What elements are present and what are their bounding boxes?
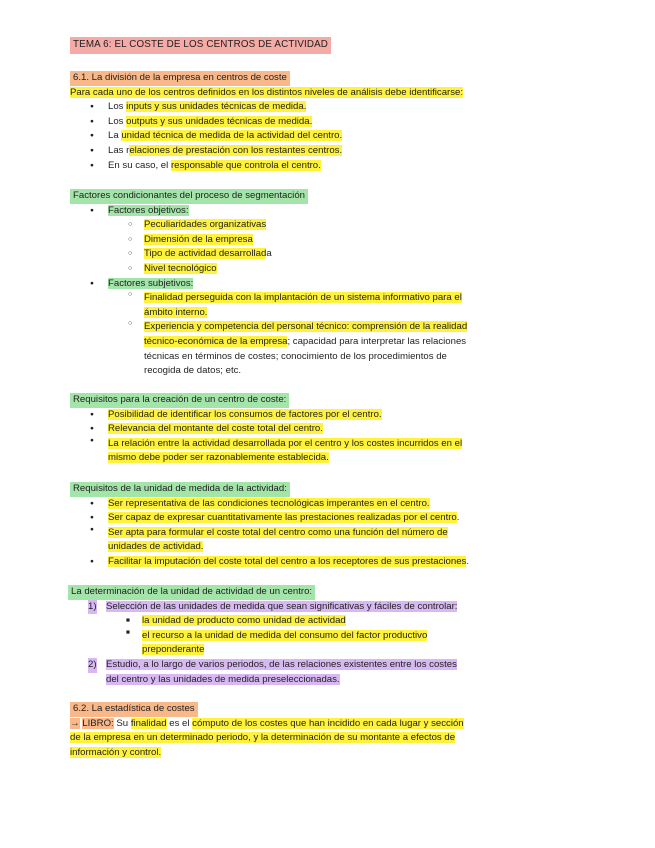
list-item: ■ la unidad de producto como unidad de actividad <box>68 614 457 629</box>
section-factores <box>70 189 467 379</box>
list-item: ● Los inputs y sus unidades técnicas de medida. <box>70 100 463 115</box>
section-6-1-list <box>70 100 463 173</box>
list-item: ● La unidad técnica de medida de la actividad del centro. <box>70 129 463 144</box>
requisitos-centro-heading: Requisitos para la creación de un centro de coste: <box>70 393 289 408</box>
factores-heading: Factores condicionantes del proceso de segmentación <box>70 189 308 204</box>
list-item: ● Los outputs y sus unidades técnicas de medida. <box>70 115 463 130</box>
list-item: ● Factores subjetivos: <box>70 277 467 292</box>
document-title: TEMA 6: EL COSTE DE LOS CENTROS DE ACTIVIDAD <box>70 37 331 54</box>
list-item: ● La relación entre la actividad desarrollada por el centro y los costes incurridos en el mismo debe poder ser razonablemente establecida. <box>70 437 462 466</box>
list-item: ○ Dimensión de la empresa <box>70 233 467 248</box>
section-requisitos-centro <box>70 393 462 466</box>
factores-list <box>70 204 467 379</box>
list-item: ● Ser apta para formular el coste total del centro como una función del número de unidades de actividad. <box>70 526 469 555</box>
section-6-2-text: → LIBRO: Su finalidad es el cómputo de los costes que han incidido en cada lugar y sección <box>70 717 464 729</box>
determinacion-list <box>68 600 457 688</box>
list-item: ● Las relaciones de prestación con los restantes centros. <box>70 144 463 159</box>
determinacion-heading: La determinación de la unidad de actividad de un centro: <box>68 585 315 600</box>
section-requisitos-unidad <box>70 482 469 570</box>
list-item: ○ Nivel tecnológico <box>70 262 467 277</box>
list-item: 2) Estudio, a lo largo de varios periodos, de las relaciones existentes entre los costes del centro y las unidades de medida preseleccionadas. <box>88 658 457 685</box>
arrow-icon: → <box>70 717 80 729</box>
list-item: ○ Peculiaridades organizativas <box>70 218 467 233</box>
list-item: ● Relevancia del montante del coste total del centro. <box>70 422 462 437</box>
list-item: ■ el recurso a la unidad de medida del consumo del factor productivo preponderante <box>68 629 457 658</box>
list-item: ● Ser capaz de expresar cuantitativamente las prestaciones realizadas por el centro. <box>70 511 469 526</box>
section-6-1-intro: Para cada uno de los centros definidos en los distintos niveles de análisis debe identificarse: <box>70 86 464 98</box>
requisitos-unidad-list <box>70 497 469 570</box>
list-item: ● Factores objetivos: <box>70 204 467 219</box>
list-item: ○ Tipo de actividad desarrollada <box>70 247 467 262</box>
requisitos-centro-list <box>70 408 462 466</box>
list-item: 1) Selección de las unidades de medida que sean significativas y fáciles de controlar: <box>68 600 457 615</box>
requisitos-unidad-heading: Requisitos de la unidad de medida de la actividad: <box>70 482 290 497</box>
list-item: ○ Finalidad perseguida con la implantación de un sistema informativo para el ámbito interno. <box>70 291 467 320</box>
list-item: ● En su caso, el responsable que controla el centro. <box>70 159 463 174</box>
list-item: ● Facilitar la imputación del coste total del centro a los receptores de sus prestaciones. <box>70 555 469 570</box>
section-determinacion <box>68 585 457 687</box>
section-6-2-heading: 6.2. La estadística de costes <box>70 702 198 717</box>
section-6-1 <box>70 71 463 173</box>
section-6-2: 6.2. La estadística de costes → LIBRO: Su finalidad es el cómputo de los costes que han incidido en cada lugar y sección de la empresa en un determinado periodo, y la determinación de su montante a efectos de información y control. <box>70 703 464 758</box>
list-item: ○ Experiencia y competencia del personal técnico: comprensión de la realidad técnico-económica de la empresa; capacidad para interpretar las relaciones técnicas en términos de costes; conocimiento de los procedimientos de recogida de datos; etc. <box>70 320 467 378</box>
list-item: ● Ser representativa de las condiciones tecnológicas imperantes en el centro. <box>70 497 469 512</box>
list-item: ● Posibilidad de identificar los consumos de factores por el centro. <box>70 408 462 423</box>
section-6-1-heading: 6.1. La división de la empresa en centros de coste <box>70 71 290 86</box>
